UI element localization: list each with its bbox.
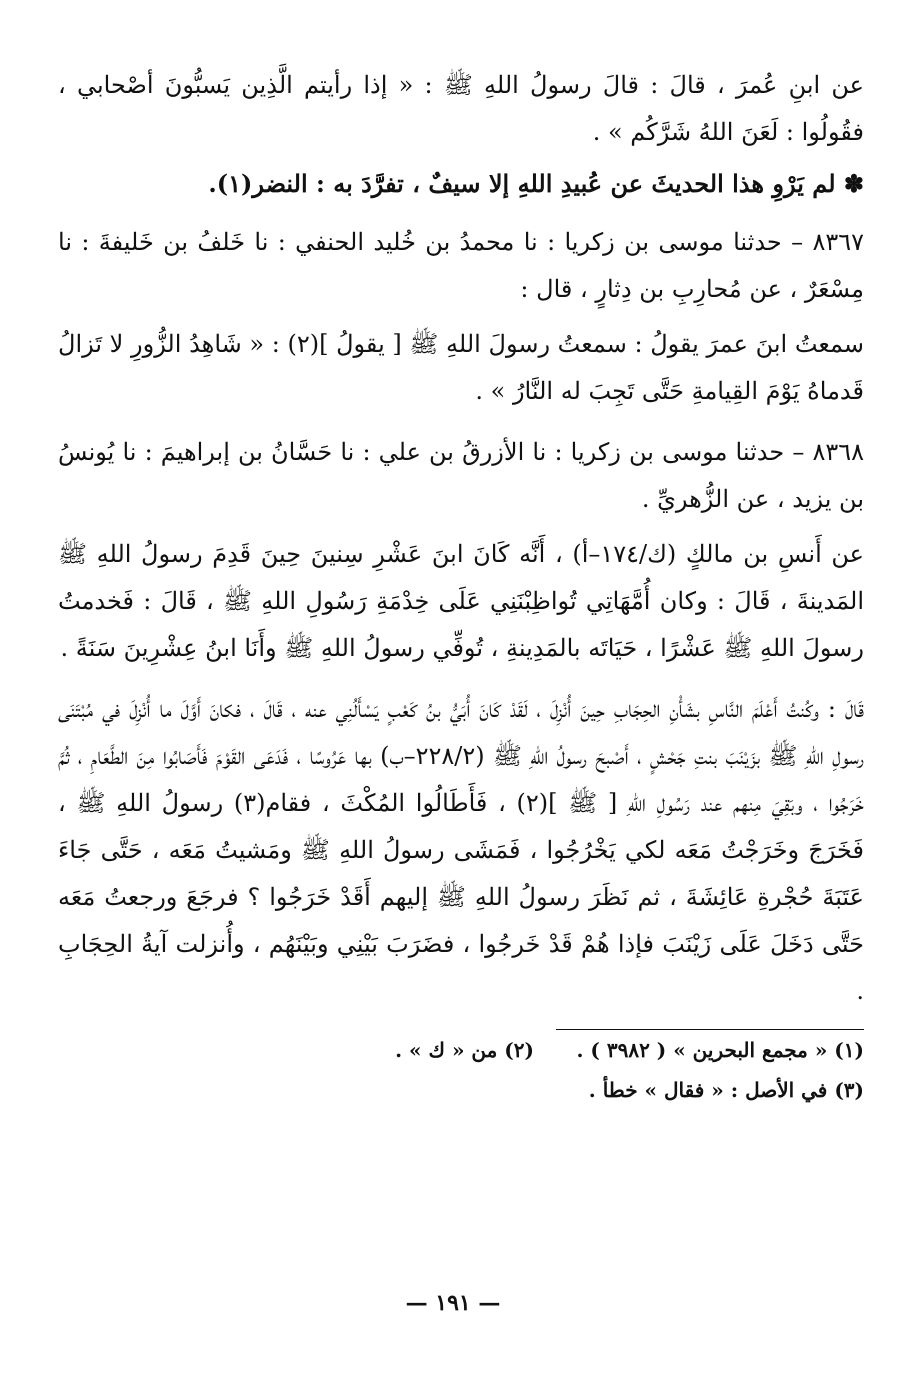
hadith-matn-8368-part1: عن أَنسِ بن مالكٍ (ك/١٧٤–أ) ، أَنَّه كَانَ ابنَ عَشْرِ سِنينَ حِينَ قَدِمَ رسولُ اللهِ ﷺ المَدينةَ ، قَالَ : وكان أُمَّهَاتِي تُواظِبْنَنِي عَلَى خِدْمَةِ رَسُولِ اللهِ ﷺ ، قَالَ : فَخدمتُ رسولَ اللهِ ﷺ عَشْرًا ، حَيَاتَه بالمَدِينةِ ، تُوفِّي رسولُ اللهِ ﷺ وأَنَا ابنُ عِشْرِينَ سَنَةً . <box>58 540 865 662</box>
footnote-1: (١) « مجمع البحرين » ( ٣٩٨٢ ) . <box>576 1038 864 1062</box>
hadith-isnad-8367: ٨٣٦٧ – حدثنا موسى بن زكريا : نا محمدُ بن خُليد الحنفي : نا خَلفُ بن خَليفةَ : نا مِسْعَرٌ ، عن مُحارِبِ بن دِثارٍ ، قال : <box>58 228 864 303</box>
footnote-row <box>58 1070 864 1110</box>
footnote-row <box>58 1030 864 1070</box>
footnote-3: (٣) في الأصل : « فقال » خطأ . <box>588 1078 864 1102</box>
hadith-matn-8367: سمعتُ ابنَ عمرَ يقولُ : سمعتُ رسولَ اللهِ ﷺ [ يقولُ ](٢) : « شَاهِدُ الزُّورِ لا تَزالُ قَدماهُ يَوْمَ القِيامةِ حَتَّى تَجِبَ له النَّارُ » . <box>58 330 864 405</box>
hadith-paragraph: عن ابنِ عُمرَ ، قالَ : قالَ رسولُ اللهِ ﷺ : « إذا رأيتم الَّذِين يَسبُّونَ أصْحابي ، فقُولُوا : لَعَنَ اللهُ شَرَّكُم » . <box>58 71 864 146</box>
page-number: — ١٩١ — <box>405 1290 501 1316</box>
hadith-matn-8368-part2: قَالَ : وكُنتُ أَعْلَمَ النَّاسِ بشَأْنِ الحِجَابِ حِينَ أُنْزِلَ ، لَقَدْ كَانَ أُبَيُّ بنُ كَعْبٍ يَسْأَلُنِي عنه ، قَالَ ، فكانَ أَوَّلَ ما أُنْزِلَ في مُبْتَنَى رسولِ اللهِ ﷺ بزَيْنَبَ بنتِ جَحْشٍ ، أَصْبحَ رسولُ اللهِ ﷺ (٢٢٨/٢–ب) بها عَرُوسًا ، فَدَعَى القَوْمَ فَأَصَابُوا مِنَ الطَّعَامِ ، ثُمَّ خَرَجُوا ، وبَقِيَ مِنهم عند رَسُولِ اللهِ [ ﷺ ](٢) ، فَأَطَالُوا المُكْثَ ، فقام(٣) رسولُ اللهِ ﷺ ، فَخَرَجَ وخَرَجْتُ مَعَه لكي يَخْرُجُوا ، فَمَشَى رسولُ اللهِ ﷺ ومَشيتُ مَعَه ، حَتَّى جَاءَ عَتَبَةَ حُجْرةِ عَائِشَةَ ، ثم نَظَرَ رسولُ اللهِ ﷺ إليهم أَقَدْ خَرَجُوا ؟ فرجَعَ ورجعتُ مَعَه حَتَّى دَخَلَ عَلَى زَيْنَبَ فإذا هُمْ قَدْ خَرجُوا ، فضَرَبَ بَيْنِي وبَيْنَهُم ، وأُنزلت آيةُ الحِجَابِ . <box>58 695 864 1005</box>
footnote-2: (٢) من « ك » . <box>395 1038 534 1062</box>
editor-note: ✽ لم يَرْوِ هذا الحديثَ عن عُبيدِ اللهِ إلا سيفٌ ، تفرَّدَ به : النضر(١). <box>208 169 864 198</box>
hadith-isnad-8368: ٨٣٦٨ – حدثنا موسى بن زكريا : نا الأزرقُ بن علي : نا حَسَّانُ بن إبراهيمَ : نا يُونسُ بن يزيد ، عن الزُّهريِّ . <box>58 438 864 513</box>
